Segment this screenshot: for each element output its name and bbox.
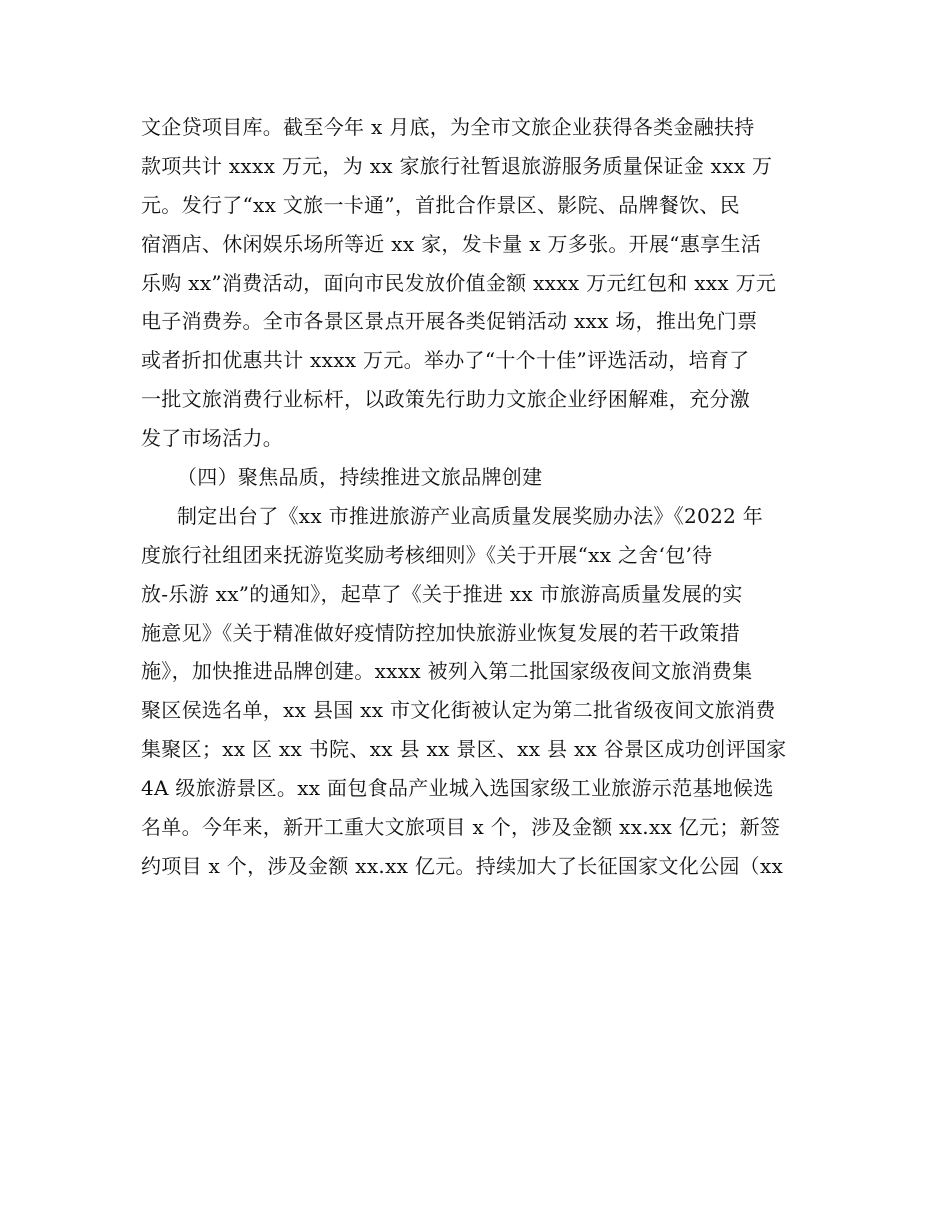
- paragraph-line: 元。发行了“xx 文旅一卡通”，首批合作景区、影院、品牌餐饮、民: [141, 192, 740, 217]
- paragraph-line: 发了市场活力。: [141, 426, 284, 451]
- section-heading: （四）聚焦品质，持续推进文旅品牌创建: [177, 465, 543, 490]
- paragraph-line: 集聚区；xx 区 xx 书院、xx 县 xx 景区、xx 县 xx 谷景区成功创评国家: [141, 737, 787, 762]
- paragraph-line: 施》，加快推进品牌创建。xxxx 被列入第二批国家级夜间文旅消费集: [141, 659, 753, 684]
- paragraph-line: 或者折扣优惠共计 xxxx 万元。举办了“十个十佳”评选活动，培育了: [141, 348, 750, 373]
- paragraph-line: 聚区侯选名单，xx 县国 xx 市文化街被认定为第二批省级夜间文旅消费: [141, 698, 776, 723]
- paragraph-line: 施意见》《关于精准做好疫情防控加快旅游业恢复发展的若干政策措: [141, 620, 740, 645]
- paragraph-line: 约项目 x 个，涉及金额 xx.xx 亿元。持续加大了长征国家文化公园（xx: [141, 853, 784, 878]
- document-body: [141, 108, 821, 886]
- paragraph-line: 款项共计 xxxx 万元，为 xx 家旅行社暂退旅游服务质量保证金 xxx 万: [141, 153, 773, 178]
- paragraph-line: 宿酒店、休闲娱乐场所等近 xx 家，发卡量 x 万多张。开展“惠享生活: [141, 231, 761, 256]
- paragraph-line: 4A 级旅游景区。xx 面包食品产业城入选国家级工业旅游示范基地候选: [141, 776, 774, 801]
- paragraph-line: 放-乐游 xx”的通知》，起草了《关于推进 xx 市旅游高质量发展的实: [141, 581, 743, 606]
- paragraph-line: 度旅行社组团来抚游览奖励考核细则》《关于开展“xx 之舍‘包’待: [141, 542, 713, 567]
- paragraph-line: 一批文旅消费行业标杆，以政策先行助力文旅企业纾困解难，充分激: [141, 387, 750, 412]
- paragraph-line: 名单。今年来，新开工重大文旅项目 x 个，涉及金额 xx.xx 亿元；新签: [141, 815, 781, 840]
- paragraph-line: 文企贷项目库。截至今年 x 月底，为全市文旅企业获得各类金融扶持: [141, 115, 755, 139]
- paragraph-line: 乐购 xx”消费活动，面向市民发放价值金额 xxxx 万元红包和 xxx 万元: [141, 270, 777, 295]
- paragraph-line: 制定出台了《xx 市推进旅游产业高质量发展奖励办法》《2022 年: [177, 503, 764, 528]
- paragraph-line: 电子消费券。全市各景区景点开展各类促销活动 xxx 场，推出免门票: [141, 309, 758, 334]
